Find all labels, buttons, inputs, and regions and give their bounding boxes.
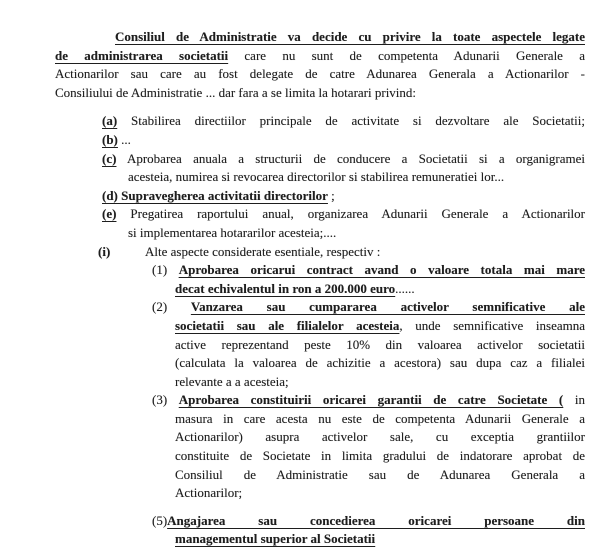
item-label: (a) <box>102 113 118 129</box>
item-bold-text: Angajarea sau concedierea oricarei persoane din <box>167 512 585 528</box>
heading-bold-text: de administrarea societatii <box>55 47 229 63</box>
list-item-i <box>98 243 585 262</box>
item-number: (5) <box>152 512 168 528</box>
list-item-c-cont: acesteia, numirea si revocarea directorilor si stabilirea remuneratiei lor... <box>128 169 505 185</box>
item-number: (3) <box>152 392 179 408</box>
list-item-1 <box>152 261 585 280</box>
list-item-1-cont <box>175 280 585 299</box>
item-text: ... <box>117 131 131 147</box>
item-label: (b) <box>102 131 118 147</box>
item-bold-text: Vanzarea sau cumpararea activelor semnificative ale <box>190 299 585 315</box>
list-item-2 <box>152 298 585 317</box>
list-item-d <box>102 187 585 206</box>
heading-line-4: Consiliului de Administratie ... dar fara a se limita la hotarari privind: <box>55 84 417 100</box>
item-text: in <box>563 392 585 408</box>
item-number: (2) <box>152 299 191 315</box>
item-bold-text: Aprobarea oricarui contract avand o valoare totala mai mare <box>178 262 585 278</box>
list-item-e <box>102 205 585 224</box>
list-item-3-cont: constituite de Societate in limita gradului de indatorare aprobat de <box>175 448 585 464</box>
item-label-bold: (d) Supravegherea activitatii directorilor <box>102 187 328 203</box>
list-item-2-cont: relevante a a acesteia; <box>175 373 289 389</box>
list-item-5-cont <box>175 530 585 549</box>
item-bold-text: societatii sau ale filialelor acesteia <box>175 317 400 333</box>
list-item-2-cont: (calculata la valoarea de achizitie a acestora) sau dupa caz a filialei <box>175 355 585 371</box>
heading-regular-text: care nu sunt de competenta Adunarii Generale a <box>228 47 585 63</box>
list-item-e-cont: si implementarea hotararilor acesteia;.... <box>128 224 337 240</box>
heading-line-3: Actionarilor sau care au fost delegate de catre Adunarea Generala a Actionarilor - <box>55 66 585 82</box>
list-item-2-cont <box>175 317 585 336</box>
item-label: (e) <box>102 206 117 222</box>
item-text: , unde semnificative inseamna <box>399 317 585 333</box>
heading-bold-text: Consiliul de Administratie va decide cu privire la toate aspectele legate <box>115 29 585 44</box>
item-label: (c) <box>102 150 117 166</box>
list-item-3-cont: Actionarilor) asupra activelor sale, cu exceptia grantiilor <box>175 429 585 445</box>
heading-line-2 <box>55 47 585 66</box>
list-item-2-cont: active reprezentand peste 10% din valoarea activelor societatii <box>175 336 585 352</box>
item-text: Alte aspecte considerate esentiale, respectiv : <box>145 243 381 259</box>
item-bold-text: decat echivalentul in ron a 200.000 euro <box>175 280 396 296</box>
list-item-3-cont: masura in care acesta nu este de competenta Adunarii Generale a <box>175 410 585 426</box>
item-label: (i) <box>98 243 111 259</box>
item-text: Stabilirea directiilor principale de activitate si dezvoltare ale Societatii; <box>117 113 585 129</box>
list-item-c <box>102 150 585 169</box>
item-bold-text: managementul superior al Societatii <box>175 531 376 547</box>
list-item-3-cont: Actionarilor; <box>175 485 243 501</box>
list-item-5 <box>152 512 585 531</box>
item-text: Aprobarea anuala a structurii de conducere a Societatii si a organigramei <box>116 150 585 166</box>
item-text: Pregatirea raportului anual, organizarea Adunarii Generale a Actionarilor <box>116 206 585 222</box>
item-text: ...... <box>395 280 415 296</box>
item-text: ; <box>327 187 335 203</box>
list-item-3 <box>152 391 585 410</box>
item-bold-text: Aprobarea constituirii oricarei garantii de catre Societate ( <box>178 392 564 408</box>
list-item-b <box>102 131 585 150</box>
item-number: (1) <box>152 262 179 278</box>
list-item-3-cont: Consiliul de Administratie sau de Adunarea Generala a <box>175 466 585 482</box>
list-item-a <box>102 112 585 131</box>
heading-line-1 <box>115 28 585 47</box>
